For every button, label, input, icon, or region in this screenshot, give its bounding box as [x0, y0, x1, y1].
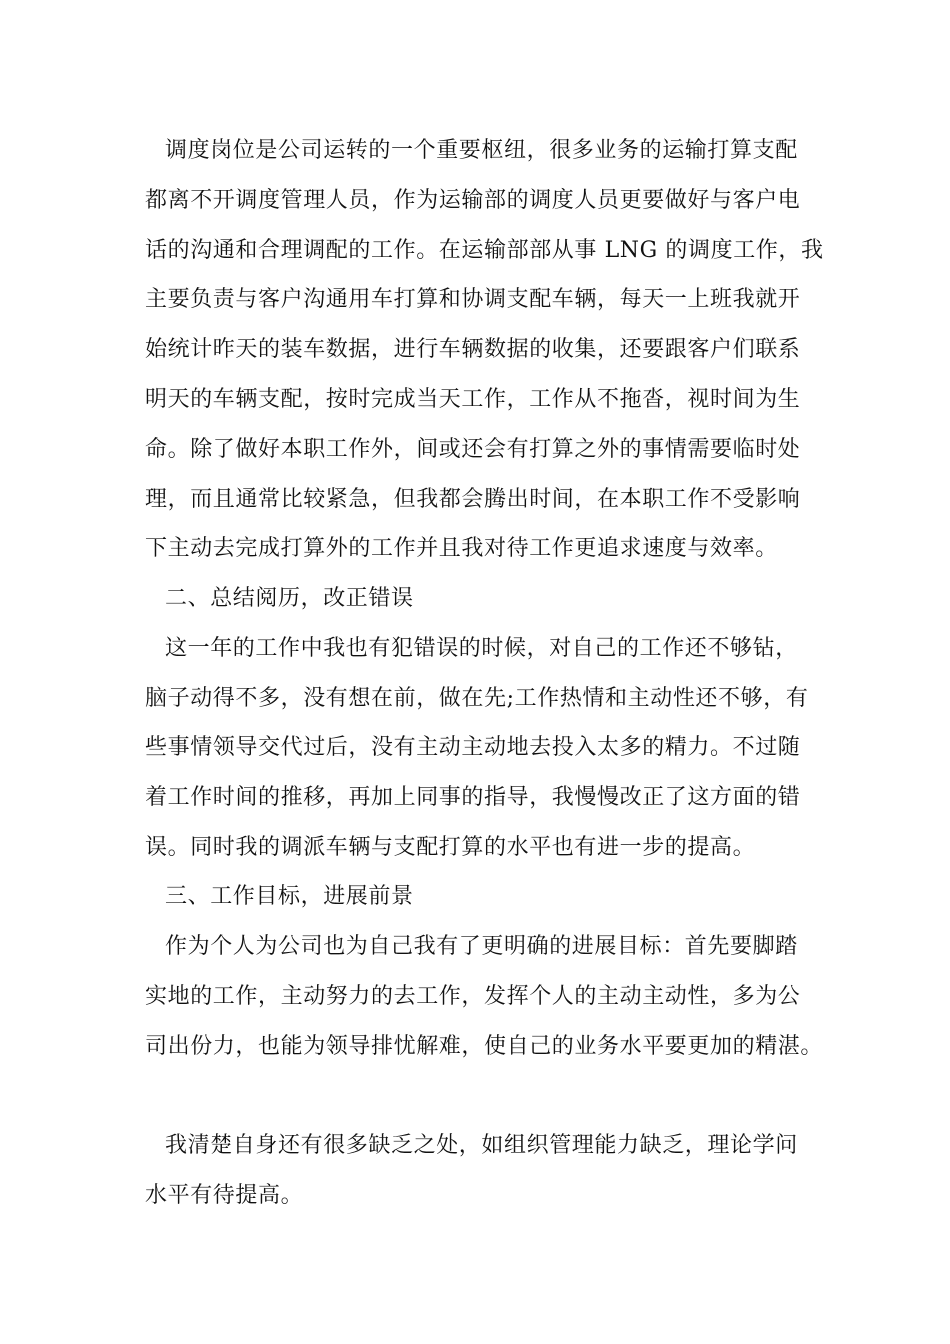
paragraph-line: 作为个人为公司也为自己我有了更明确的进展目标：首先要脚踏 — [165, 934, 798, 959]
paragraph-line: 话的沟通和合理调配的工作。在运输部部从事 LNG 的调度工作，我 — [145, 238, 824, 263]
paragraph-line: 命。除了做好本职工作外，间或还会有打算之外的事情需要临时处 — [145, 437, 801, 462]
paragraph-line: 调度岗位是公司运转的一个重要枢纽，很多业务的运输打算支配 — [165, 138, 798, 163]
paragraph-line: 始统计昨天的装车数据，进行车辆数据的收集，还要跟客户们联系 — [145, 337, 801, 362]
paragraph-line: 明天的车辆支配，按时完成当天工作，工作从不拖沓，视时间为生 — [145, 387, 801, 412]
paragraph-line: 这一年的工作中我也有犯错误的时候，对自己的工作还不够钻， — [165, 636, 798, 661]
paragraph-line: 误。同时我的调派车辆与支配打算的水平也有进一步的提高。 — [145, 835, 756, 860]
paragraph-line: 实地的工作，主动努力的去工作，发挥个人的主动主动性，多为公 — [145, 984, 801, 1009]
paragraph-line: 理，而且通常比较紧急，但我都会腾出时间，在本职工作不受影响 — [145, 487, 801, 512]
section-heading: 二、总结阅历，改正错误 — [165, 586, 414, 611]
paragraph-line: 司出份力，也能为领导排忧解难，使自己的业务水平要更加的精湛。 — [145, 1034, 824, 1059]
paragraph-line: 脑子动得不多，没有想在前，做在先;工作热情和主动性还不够，有 — [145, 686, 809, 711]
paragraph-line: 主要负责与客户沟通用车打算和协调支配车辆，每天一上班我就开 — [145, 287, 801, 312]
paragraph-line: 些事情领导交代过后，没有主动主动地去投入太多的精力。不过随 — [145, 735, 801, 760]
paragraph-line: 都离不开调度管理人员，作为运输部的调度人员更要做好与客户电 — [145, 188, 801, 213]
section-heading: 三、工作目标，进展前景 — [165, 884, 414, 909]
paragraph-line: 水平有待提高。 — [145, 1183, 304, 1208]
paragraph-line: 我清楚自身还有很多缺乏之处，如组织管理能力缺乏，理论学问 — [165, 1133, 798, 1158]
paragraph-line: 着工作时间的推移，再加上同事的指导，我慢慢改正了这方面的错 — [145, 785, 801, 810]
paragraph-line: 下主动去完成打算外的工作并且我对待工作更追求速度与效率。 — [145, 536, 778, 561]
